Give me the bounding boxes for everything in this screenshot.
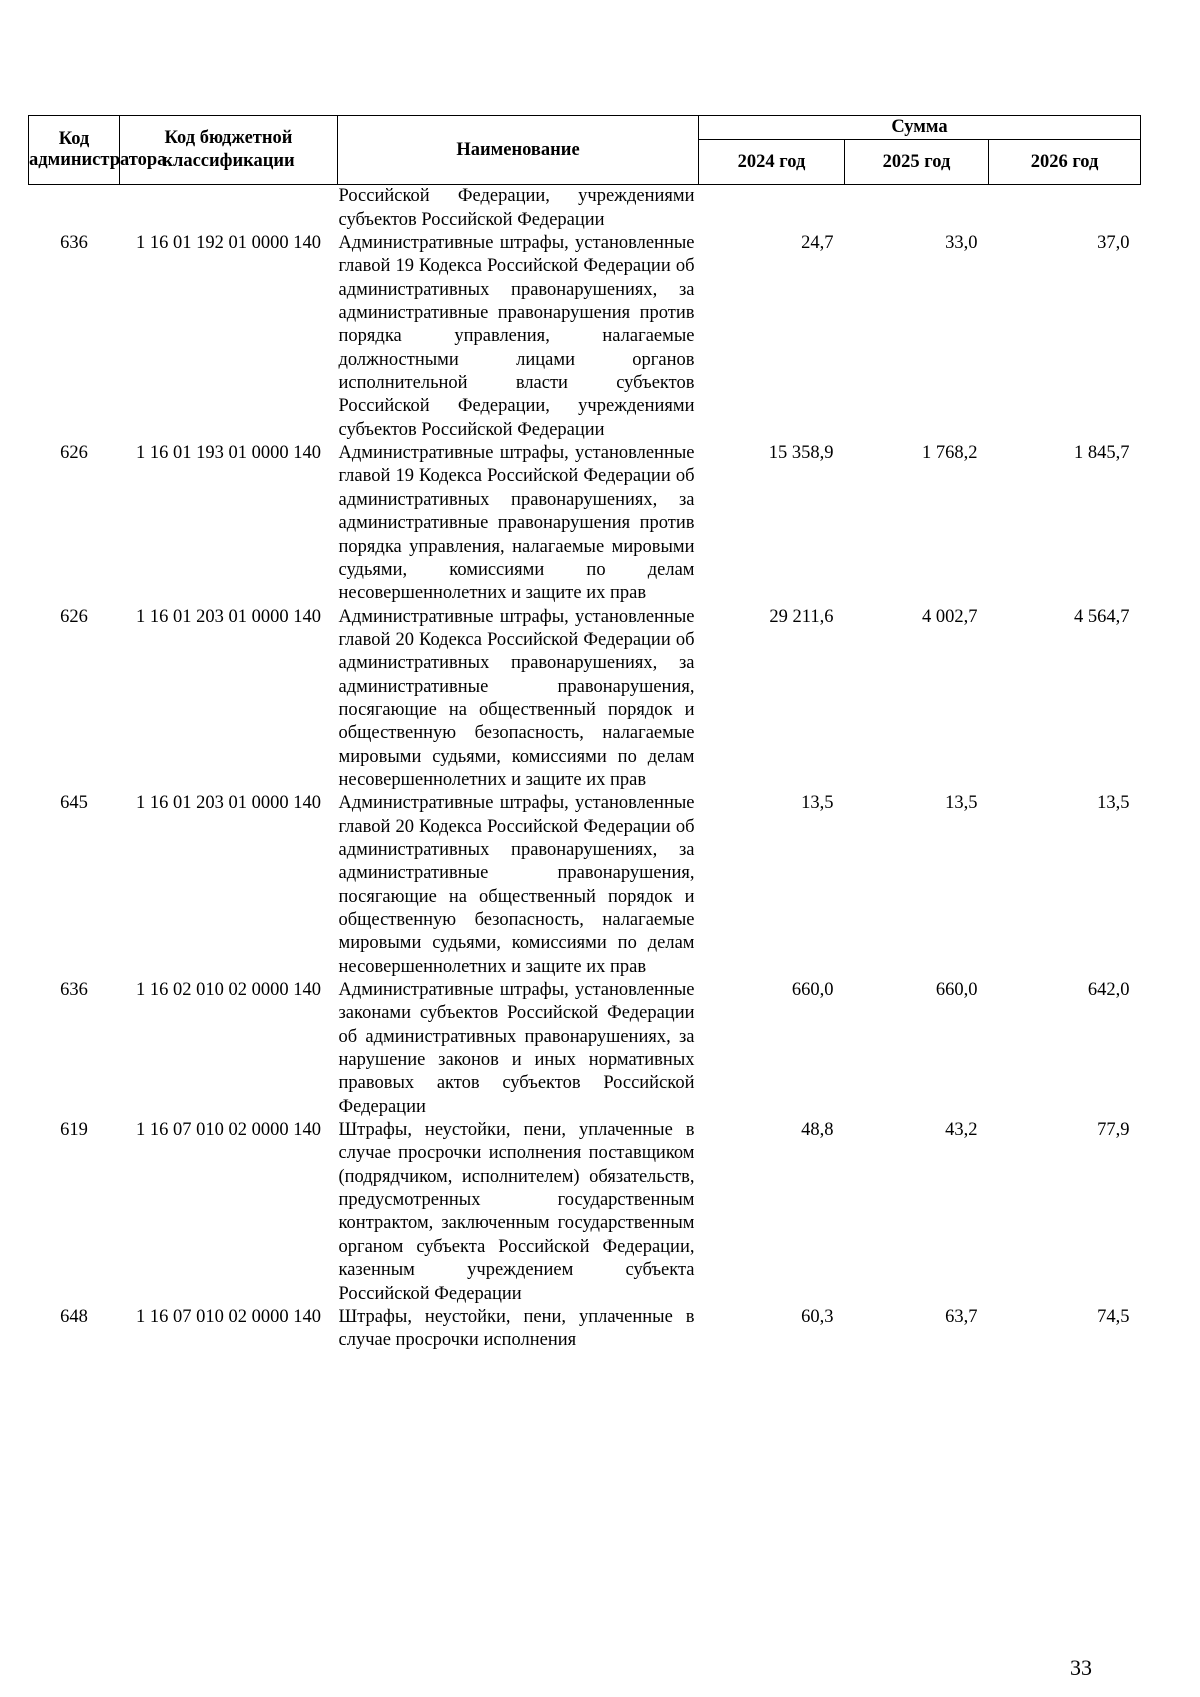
table-row [29,442,1141,605]
row-sum-2026: 77,9 [1097,1120,1130,1141]
page-number: 33 [1070,1655,1092,1680]
row-kbk: 1 16 07 010 02 0000 140 [136,1306,321,1327]
row-admin-code: 636 [60,980,88,1001]
row-name: Штрафы, неустойки, пени, уплаченные в случае просрочки исполнения [338,1306,695,1351]
row-sum-2025: 13,5 [945,793,978,814]
table-row [29,1306,1141,1353]
row-kbk: 1 16 02 010 02 0000 140 [136,980,321,1001]
table-row [29,606,1141,793]
header-year-2026: 2026 год [989,140,1141,185]
row-name: Административные штрафы, установленные главой 19 Кодекса Российской Федерации об административных правонарушениях, за административные правонарушения против порядка управления, налагаемые должностными лицами органов исполнительной власти субъектов Российской Федерации, учреждениями субъектов Российской Федерации [338,233,695,440]
row-sum-2026: 37,0 [1097,233,1130,254]
row-admin-code: 645 [60,793,88,814]
row-sum-2025: 63,7 [945,1306,978,1327]
row-admin-code: 626 [60,606,88,627]
table-body [29,185,1141,1353]
row-sum-2025: 660,0 [935,980,978,1001]
row-sum-2024: 48,8 [801,1120,834,1141]
table-row [29,1119,1141,1306]
row-sum-2026: 4 564,7 [1074,606,1130,627]
row-sum-2024: 15 358,9 [768,443,834,464]
row-sum-2026: 13,5 [1097,793,1130,814]
row-sum-2024: 29 211,6 [769,606,834,627]
row-sum-2025: 4 002,7 [922,606,978,627]
header-kbk: Код бюджетной классификации [120,116,338,185]
table-header [29,116,1141,185]
budget-revenue-table [28,115,1141,1353]
row-name: Административные штрафы, установленные главой 20 Кодекса Российской Федерации об административных правонарушениях, за административные правонарушения, посягающие на общественный порядок и общественную безопасность, налагаемые мировыми судьями, комиссиями по делам несовершеннолетних и защите их прав [338,606,695,790]
row-sum-2025: 43,2 [945,1120,978,1141]
row-kbk: 1 16 07 010 02 0000 140 [136,1120,321,1141]
row-admin-code: 626 [60,443,88,464]
row-admin-code: 619 [60,1120,88,1141]
header-sum: Сумма [699,116,1141,140]
row-sum-2025: 1 768,2 [922,443,978,464]
row-name: Административные штрафы, установленные законами субъектов Российской Федерации об административных правонарушениях, за нарушение законов и иных нормативных правовых актов субъектов Российской Федерации [338,980,695,1117]
table-row-continuation [29,185,1141,232]
row-name: Административные штрафы, установленные главой 19 Кодекса Российской Федерации об административных правонарушениях, за административные правонарушения против порядка управления, налагаемые мировыми судьями, комиссиями по делам несовершеннолетних и защите их прав [338,443,695,604]
row-kbk: 1 16 01 203 01 0000 140 [136,793,321,814]
row-kbk: 1 16 01 193 01 0000 140 [136,443,321,464]
row-sum-2026: 1 845,7 [1074,443,1130,464]
row-admin-code: 648 [60,1306,88,1327]
row-sum-2025: 33,0 [945,233,978,254]
header-year-2024: 2024 год [699,140,845,185]
table-row [29,792,1141,979]
row-sum-2024: 660,0 [791,980,834,1001]
row-sum-2026: 74,5 [1097,1306,1130,1327]
row-sum-2024: 13,5 [801,793,834,814]
row-kbk: 1 16 01 192 01 0000 140 [136,233,321,254]
continuation-name: Российской Федерации, учреждениями субъектов Российской Федерации [338,186,695,230]
row-kbk: 1 16 01 203 01 0000 140 [136,606,321,627]
row-name: Штрафы, неустойки, пени, уплаченные в случае просрочки исполнения поставщиком (подрядчиком, исполнителем) обязательств, предусмотренных государственным контрактом, заключенным государственным органом субъекта Российской Федерации, казенным учреждением субъекта Российской Федерации [338,1120,695,1304]
row-name: Административные штрафы, установленные главой 20 Кодекса Российской Федерации об административных правонарушениях, за административные правонарушения, посягающие на общественный порядок и общественную безопасность, налагаемые мировыми судьями, комиссиями по делам несовершеннолетних и защите их прав [338,793,695,977]
table-row [29,232,1141,442]
header-year-2025: 2025 год [845,140,989,185]
row-sum-2026: 642,0 [1087,980,1130,1001]
header-name: Наименование [338,116,699,185]
row-sum-2024: 24,7 [801,233,834,254]
header-admin-code: Код администратора [29,116,120,185]
row-admin-code: 636 [60,233,88,254]
table-row [29,979,1141,1119]
row-sum-2024: 60,3 [801,1306,834,1327]
